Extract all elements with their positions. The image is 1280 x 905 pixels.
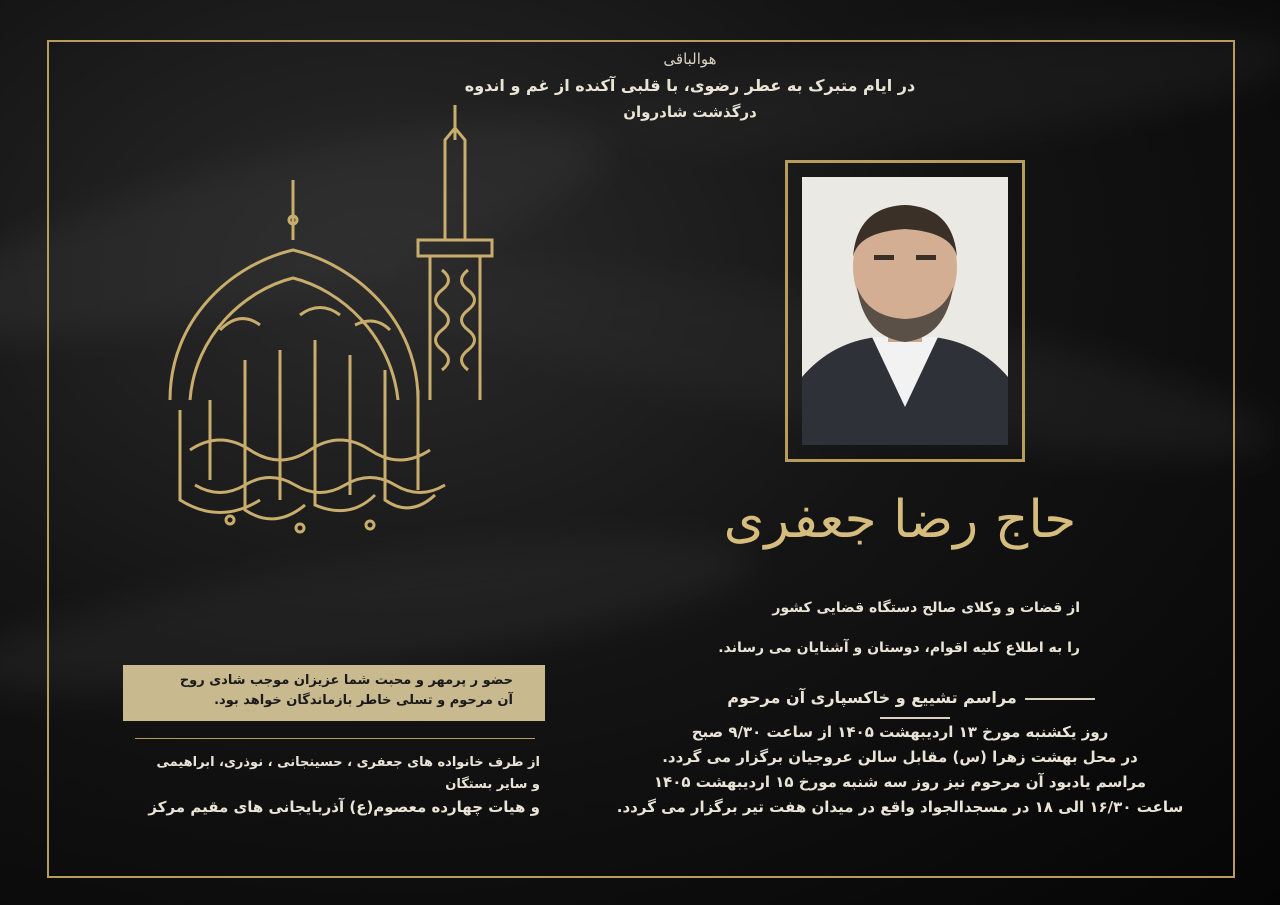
ceremony-title-text: مراسم تشییع و خاکسپاری آن مرحوم <box>727 688 1017 707</box>
presence-line-2: آن مرحوم و تسلی خاطر بازماندگان خواهد بود. <box>214 693 513 708</box>
title-bar <box>880 717 950 719</box>
family-line-1: از طرف خانواده های جعفری ، حسینجانی ، نوذری، ابراهیمی <box>156 755 540 770</box>
ceremony-line: در محل بهشت زهرا (س) مقابل سالن عروجیان برگزار می گردد. <box>662 748 1138 766</box>
ceremony-line: ساعت ۱۶/۳۰ الی ۱۸ در مسجدالجواد واقع در میدان هفت تیر برگزار می گردد. <box>616 798 1184 816</box>
portrait-photo <box>802 177 1008 445</box>
family-line-3: و هیات چهارده معصوم(ع) آذربایجانی های مقیم مرکز <box>148 798 540 816</box>
deceased-name: حاج رضا جعفری <box>723 490 1077 550</box>
portrait-frame <box>785 160 1025 462</box>
presence-line-1: حضو ر پرمهر و محبت شما عزیزان موجب شادی روح <box>179 673 513 688</box>
deceased-description: از قضات و وکلای صالح دستگاه قضایی کشور <box>772 600 1080 616</box>
family-line-2: و سایر بستگان <box>445 777 540 792</box>
notice-text: را به اطلاع کلیه اقوام، دوستان و آشنایان می رساند. <box>718 640 1080 656</box>
header-line-2: در ایام متبرک به عطر رضوی، با قلبی آکنده از غم و اندوه <box>464 76 916 95</box>
ceremony-line: روز یکشنبه مورخ ۱۳ اردیبهشت ۱۴۰۵ از ساعت ۹/۳۰ صبح <box>691 723 1109 741</box>
shrine-calligraphy-emblem <box>150 100 530 550</box>
header-line-1: هوالباقی <box>663 50 717 68</box>
family-signature <box>120 752 540 818</box>
ceremony-details <box>580 720 1220 820</box>
title-bar <box>1025 698 1095 700</box>
divider <box>135 738 535 739</box>
header-line-3: درگذشت شادروان <box>623 103 757 121</box>
portrait-illustration <box>802 177 1008 445</box>
presence-message-box <box>123 665 545 721</box>
ceremony-line: مراسم یادبود آن مرحوم نیز روز سه شنبه مورخ ۱۵ اردیبهشت ۱۴۰۵ <box>653 773 1147 791</box>
